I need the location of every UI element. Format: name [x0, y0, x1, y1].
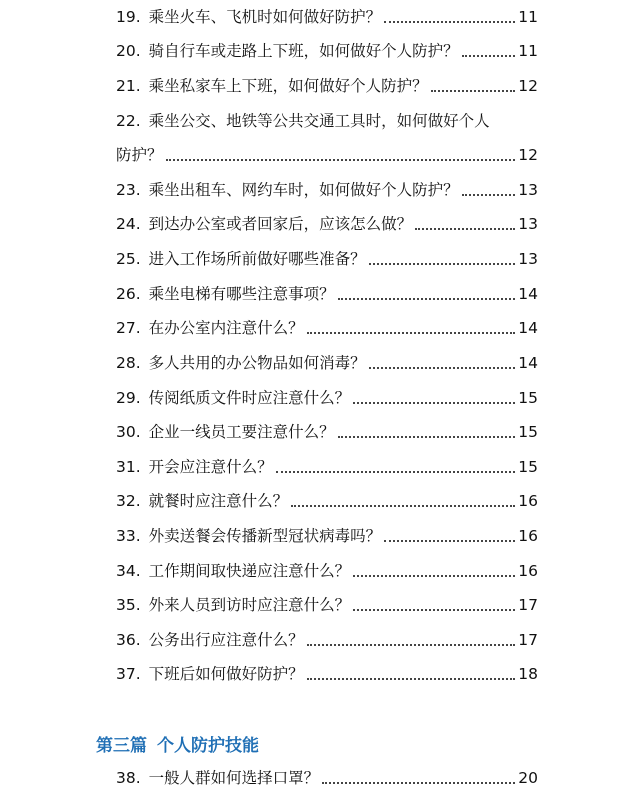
dot-leader: [384, 21, 515, 23]
entry-page: 16: [518, 527, 538, 545]
entry-number: 29.: [116, 389, 141, 407]
entry-number: 35.: [116, 596, 141, 614]
dot-leader: [322, 782, 515, 784]
entry-page: 18: [518, 665, 538, 683]
toc-entry-22[interactable]: [116, 108, 536, 132]
entry-title: 乘坐火车、飞机时如何做好防护？: [148, 8, 382, 26]
entry-title: 乘坐电梯有哪些注意事项？: [148, 285, 335, 303]
toc-entry-34[interactable]: [116, 558, 538, 582]
toc-entry-33[interactable]: [116, 523, 538, 547]
dot-leader: [353, 575, 515, 577]
entry-page: 15: [518, 389, 538, 407]
dot-leader: [307, 644, 516, 646]
toc-entry-19[interactable]: [116, 4, 538, 28]
section-part: 第三篇: [96, 736, 147, 756]
dot-leader: [307, 678, 516, 680]
entry-number: 36.: [116, 631, 141, 649]
dot-leader: [415, 228, 515, 230]
dot-leader: [353, 609, 515, 611]
toc-entry-20[interactable]: [116, 38, 538, 62]
toc-entry-24[interactable]: [116, 211, 538, 235]
entry-number: 25.: [116, 250, 141, 268]
dot-leader: [431, 90, 516, 92]
entry-page: 20: [518, 769, 538, 787]
toc-entry-28[interactable]: [116, 350, 538, 374]
entry-title: 一般人群如何选择口罩？: [148, 769, 320, 787]
entry-page: 14: [518, 285, 538, 303]
dot-leader: [338, 436, 516, 438]
entry-number: 26.: [116, 285, 141, 303]
toc-entry-21[interactable]: [116, 73, 538, 97]
entry-number: 38.: [116, 769, 141, 787]
entry-page: 13: [518, 250, 538, 268]
section-heading[interactable]: [96, 731, 259, 756]
entry-number: 32.: [116, 492, 141, 510]
entry-title: 外卖送餐会传播新型冠状病毒吗？: [148, 527, 382, 545]
entry-page: 11: [518, 8, 538, 26]
dot-leader: [369, 263, 516, 265]
entry-title: 乘坐私家车上下班，如何做好个人防护？: [148, 77, 428, 95]
entry-page: 11: [518, 42, 538, 60]
toc-entry-38[interactable]: [116, 765, 538, 789]
toc-entry-37[interactable]: [116, 661, 538, 685]
entry-page: 13: [518, 215, 538, 233]
dot-leader: [291, 505, 515, 507]
entry-title: 进入工作场所前做好哪些准备？: [148, 250, 366, 268]
dot-leader: [462, 194, 516, 196]
entry-title-line2: 防护？: [116, 146, 163, 164]
toc-entry-22-continued[interactable]: [116, 142, 538, 166]
entry-title: 在办公室内注意什么？: [148, 319, 304, 337]
entry-number: 27.: [116, 319, 141, 337]
entry-number: 22.: [116, 112, 141, 130]
entry-title: 多人共用的办公物品如何消毒？: [148, 354, 366, 372]
toc-entry-30[interactable]: [116, 419, 538, 443]
toc-entry-29[interactable]: [116, 385, 538, 409]
entry-page: 17: [518, 596, 538, 614]
entry-number: 28.: [116, 354, 141, 372]
entry-number: 33.: [116, 527, 141, 545]
entry-number: 20.: [116, 42, 141, 60]
entry-page: 16: [518, 562, 538, 580]
dot-leader: [462, 55, 516, 57]
entry-title: 骑自行车或走路上下班，如何做好个人防护？: [148, 42, 459, 60]
dot-leader: [166, 159, 516, 161]
entry-number: 23.: [116, 181, 141, 199]
entry-page: 15: [518, 423, 538, 441]
entry-number: 37.: [116, 665, 141, 683]
toc-entry-32[interactable]: [116, 488, 538, 512]
toc-entry-31[interactable]: [116, 454, 538, 478]
toc-entry-23[interactable]: [116, 177, 538, 201]
dot-leader: [369, 367, 516, 369]
dot-leader: [353, 402, 515, 404]
entry-title: 企业一线员工要注意什么？: [148, 423, 335, 441]
entry-title: 公务出行应注意什么？: [148, 631, 304, 649]
entry-number: 21.: [116, 77, 141, 95]
dot-leader: [307, 332, 516, 334]
entry-title: 乘坐出租车、网约车时，如何做好个人防护？: [148, 181, 459, 199]
toc-entry-26[interactable]: [116, 281, 538, 305]
entry-number: 34.: [116, 562, 141, 580]
entry-number: 31.: [116, 458, 141, 476]
entry-number: 19.: [116, 8, 141, 26]
entry-page: 17: [518, 631, 538, 649]
entry-title: 到达办公室或者回家后，应该怎么做？: [148, 215, 413, 233]
dot-leader: [276, 471, 516, 473]
dot-leader: [384, 540, 515, 542]
entry-title-line1: 乘坐公交、地铁等公共交通工具时，如何做好个人: [148, 112, 490, 130]
toc-entry-36[interactable]: [116, 627, 538, 651]
section-title: 个人防护技能: [157, 736, 259, 756]
entry-page: 14: [518, 354, 538, 372]
entry-title: 开会应注意什么？: [148, 458, 273, 476]
entry-title: 工作期间取快递应注意什么？: [148, 562, 351, 580]
entry-title: 就餐时应注意什么？: [148, 492, 289, 510]
entry-page: 16: [518, 492, 538, 510]
entry-number: 30.: [116, 423, 141, 441]
entry-page: 13: [518, 181, 538, 199]
entry-number: 24.: [116, 215, 141, 233]
entry-title: 外来人员到访时应注意什么？: [148, 596, 351, 614]
entry-page: 14: [518, 319, 538, 337]
entry-page: 12: [518, 77, 538, 95]
entry-title: 下班后如何做好防护？: [148, 665, 304, 683]
dot-leader: [338, 298, 516, 300]
entry-page: 15: [518, 458, 538, 476]
toc-entry-27[interactable]: [116, 315, 538, 339]
entry-title: 传阅纸质文件时应注意什么？: [148, 389, 351, 407]
toc-entry-35[interactable]: [116, 592, 538, 616]
toc-entry-25[interactable]: [116, 246, 538, 270]
entry-page: 12: [518, 146, 538, 164]
